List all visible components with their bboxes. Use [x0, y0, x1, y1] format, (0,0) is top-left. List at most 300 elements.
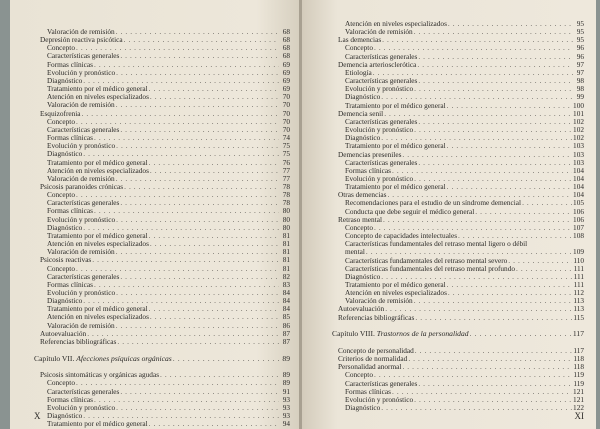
toc-entry-title [47, 232, 148, 240]
toc-subsection-entry [34, 142, 290, 150]
toc-subsection-entry [34, 379, 290, 387]
dot-leader [385, 305, 572, 313]
toc-entry-text: Características generales [345, 379, 418, 388]
toc-entry-text: Referencias bibliográficas [338, 313, 415, 322]
toc-entry-text: Criterios de normalidad [338, 355, 408, 364]
toc-entry-title [345, 20, 447, 28]
toc-entry-title [345, 273, 380, 281]
toc-entry-title [47, 240, 149, 248]
toc-page-number: 117 [572, 330, 584, 339]
toc-entry-text: Concepto [345, 223, 373, 232]
toc-entry-title [47, 265, 75, 273]
section-spacer [34, 346, 290, 355]
toc-entry-title [47, 420, 148, 428]
toc-entry-title [47, 216, 115, 224]
toc-page-number: 98 [576, 85, 584, 94]
toc-entry-text: Características generales [345, 52, 418, 61]
toc-page-number: 97 [576, 60, 584, 69]
dot-leader [392, 167, 572, 175]
toc-subsection-entry [34, 404, 290, 412]
toc-entry-text: Depresión reactiva psicótica [40, 36, 123, 45]
toc-page-number: 95 [576, 20, 584, 28]
toc-subsection-entry [34, 175, 290, 183]
toc-entry-text: Características generales [47, 52, 120, 61]
dot-leader [374, 44, 573, 52]
toc-page-number: 103 [573, 158, 584, 167]
toc-entry-title [40, 338, 116, 346]
dot-leader [116, 28, 279, 36]
toc-entry-title [47, 69, 115, 77]
right-page-number: XI [574, 411, 584, 421]
dot-leader [508, 257, 572, 265]
dot-leader [116, 404, 279, 412]
dot-leader [83, 224, 279, 232]
toc-subsection-entry [332, 273, 584, 281]
dot-leader [116, 289, 279, 297]
toc-entry-title [345, 199, 521, 207]
toc-entry-text: Diagnóstico [47, 76, 83, 85]
dot-leader [414, 175, 572, 183]
toc-subsection-entry [332, 142, 584, 150]
toc-section-entry [332, 305, 584, 313]
dot-leader [402, 363, 572, 371]
toc-subsection-entry [34, 388, 290, 396]
dot-leader [414, 297, 573, 305]
toc-entry-title [345, 208, 474, 216]
dot-leader [150, 313, 279, 321]
toc-entry-title [40, 183, 123, 191]
toc-entry-text: Otras demencias [338, 191, 387, 200]
toc-entry-title [47, 388, 119, 396]
dot-leader [374, 371, 572, 379]
toc-page-number: 121 [573, 387, 584, 396]
toc-entry-text: Retraso mental [338, 215, 382, 224]
toc-entry-text: Personalidad anormal [338, 363, 402, 372]
toc-subsection-entry [332, 232, 584, 240]
toc-entry-text: Evolución y pronóstico [345, 85, 414, 94]
toc-subsection-entry [34, 44, 290, 52]
toc-page-number: 104 [573, 191, 584, 200]
toc-entry-title [338, 305, 384, 313]
dot-leader [83, 297, 279, 305]
dot-leader [366, 248, 572, 256]
toc-page-number: 113 [573, 305, 584, 314]
toc-section-entry [332, 36, 584, 44]
right-toc-column [332, 20, 584, 412]
toc-entry-text: Valoración de remisión [47, 321, 115, 330]
toc-entry-title [47, 396, 93, 404]
toc-entry-text: Evolución y pronóstico [47, 68, 116, 77]
toc-entry-text: Recomendaciones para el estudio de un síndrome demencial [345, 199, 522, 208]
toc-subsection-entry [34, 265, 290, 273]
toc-entry-text: Tratamiento por el médico general [345, 183, 446, 192]
dot-leader [124, 36, 279, 44]
toc-entry-text: Esquizofrenia [40, 109, 81, 118]
toc-subsection-entry [332, 396, 584, 404]
dot-leader [150, 240, 279, 248]
toc-entry-text: Autoevaluación [338, 305, 385, 314]
toc-entry-title [345, 380, 417, 388]
dot-leader [150, 167, 279, 175]
toc-entry-title [47, 248, 115, 256]
toc-subsection-entry [34, 396, 290, 404]
toc-subsection-entry [332, 53, 584, 61]
dot-leader [116, 322, 279, 330]
toc-entry-title [47, 61, 93, 69]
toc-page-number: 75 [282, 142, 290, 151]
toc-entry-title [345, 28, 413, 36]
right-page [302, 0, 596, 429]
toc-subsection-entry [332, 77, 584, 85]
toc-page-number: 106 [573, 207, 584, 216]
dot-leader [94, 61, 279, 69]
dot-leader [374, 224, 572, 232]
dot-leader [149, 305, 279, 313]
toc-page-number: 70 [282, 125, 290, 134]
toc-entry-title [47, 199, 119, 207]
dot-leader [448, 20, 573, 28]
dot-leader [83, 412, 279, 420]
toc-page-number: 81 [282, 256, 290, 265]
toc-entry-title [338, 36, 381, 44]
toc-entry-text: Autoevaluación [40, 329, 87, 338]
toc-entry-title [47, 93, 149, 101]
dot-leader [149, 85, 279, 93]
toc-page-number: 108 [573, 232, 584, 241]
toc-entry-title [338, 191, 386, 199]
toc-entry-title [40, 36, 123, 44]
dot-leader [173, 355, 279, 363]
toc-page-number: 107 [573, 223, 584, 232]
toc-entry-text: Concepto [47, 117, 75, 126]
toc-page-number: 85 [282, 313, 290, 322]
toc-entry-text: Capítulo VII. [34, 354, 77, 363]
toc-entry-text: Valoración de remisión [345, 297, 413, 306]
toc-page-number: 115 [573, 313, 584, 322]
toc-subsection-entry [332, 380, 584, 388]
toc-page-number: 89 [282, 379, 290, 388]
dot-leader [120, 52, 279, 60]
dot-leader [83, 150, 279, 158]
toc-entry-title [338, 363, 401, 371]
toc-entry-title [345, 297, 413, 305]
dot-leader [381, 134, 572, 142]
toc-page-number: 81 [282, 240, 290, 249]
toc-page-number: 68 [282, 28, 290, 36]
toc-subsection-entry [34, 77, 290, 85]
toc-page-number: 68 [282, 52, 290, 61]
toc-entry-title [345, 388, 391, 396]
toc-entry-title [345, 281, 446, 289]
toc-subsection-entry [332, 20, 584, 28]
left-page-number: X [34, 411, 41, 421]
toc-page-number: 77 [282, 166, 290, 175]
toc-subsection-entry [332, 371, 584, 379]
toc-page-number: 101 [573, 109, 584, 118]
toc-entry-text: Demencia senil [338, 109, 384, 118]
toc-entry-title [47, 297, 82, 305]
dot-leader [120, 126, 279, 134]
toc-entry-text: Formas clínicas [345, 166, 392, 175]
toc-page-number: 68 [282, 44, 290, 53]
dot-leader [149, 232, 279, 240]
toc-subsection-entry [34, 93, 290, 101]
toc-entry-title [40, 110, 81, 118]
toc-entry-title [47, 134, 93, 142]
dot-leader [116, 69, 279, 77]
toc-page-number: 100 [573, 101, 584, 110]
toc-entry-title [338, 110, 383, 118]
toc-entry-text: Características generales [47, 199, 120, 208]
toc-entry-text: Capítulo VIII. [332, 330, 377, 339]
dot-leader [458, 232, 572, 240]
dot-leader [414, 126, 572, 134]
toc-page-number: 86 [282, 321, 290, 330]
dot-leader [392, 388, 572, 396]
toc-subsection-entry [332, 183, 584, 191]
dot-leader [414, 85, 573, 93]
toc-page-number: 74 [282, 134, 290, 143]
toc-page-number: 97 [576, 68, 584, 77]
toc-entry-title [47, 404, 115, 412]
toc-page-number: 110 [573, 256, 584, 265]
toc-entry-title [345, 44, 373, 52]
toc-page-number: 81 [282, 231, 290, 240]
toc-entry-text: Tratamiento por el médico general [345, 101, 446, 110]
toc-entry-title [40, 330, 86, 338]
toc-page-number: 81 [282, 264, 290, 273]
dot-leader [120, 199, 279, 207]
dot-leader [475, 208, 572, 216]
toc-page-number: 87 [282, 337, 290, 346]
dot-leader [414, 396, 572, 404]
toc-chapter-heading [34, 355, 290, 363]
toc-entry-title [345, 371, 373, 379]
dot-leader [116, 175, 279, 183]
toc-entry-title [345, 265, 515, 273]
dot-leader [76, 191, 279, 199]
toc-entry-title [47, 126, 119, 134]
dot-leader [150, 93, 279, 101]
section-spacer [332, 338, 584, 347]
toc-page-number: 117 [573, 346, 584, 355]
toc-page-number: 94 [282, 420, 290, 429]
dot-leader [82, 110, 279, 118]
toc-subsection-entry [34, 85, 290, 93]
toc-page-number: 111 [573, 264, 584, 273]
toc-subsection-entry [34, 305, 290, 313]
toc-entry-text: Características generales [345, 77, 418, 86]
toc-entry-text: Concepto [47, 44, 75, 53]
toc-subsection-entry [332, 388, 584, 396]
toc-page-number: 93 [282, 412, 290, 421]
toc-entry-title [345, 159, 417, 167]
toc-entry-title [47, 207, 93, 215]
left-toc-column [34, 28, 290, 428]
toc-section-entry [34, 110, 290, 118]
toc-entry-title [47, 273, 119, 281]
toc-page-number: 70 [282, 117, 290, 126]
toc-subsection-entry [332, 224, 584, 232]
toc-page-number: 93 [282, 395, 290, 404]
dot-leader [87, 330, 279, 338]
dot-leader [116, 216, 279, 224]
toc-page-number: 102 [573, 117, 584, 126]
toc-chapter-heading [332, 330, 584, 338]
toc-page-number: 103 [573, 142, 584, 151]
toc-subsection-entry [332, 118, 584, 126]
dot-leader [384, 110, 572, 118]
toc-entry-text: Demencia arteriosclerótica [338, 60, 417, 69]
toc-page-number: 75 [282, 150, 290, 159]
toc-subsection-entry [34, 101, 290, 109]
toc-page-number: 103 [573, 150, 584, 159]
toc-subsection-entry [34, 134, 290, 142]
dot-leader [83, 77, 279, 85]
toc-entry-text: Evolución y pronóstico [345, 174, 414, 183]
toc-entry-title [47, 159, 148, 167]
toc-entry-text: Atención en niveles especializados [47, 93, 149, 102]
toc-entry-text: Diagnóstico [345, 272, 381, 281]
toc-entry-title [47, 412, 82, 420]
toc-entry-text: Formas clínicas [345, 387, 392, 396]
toc-page-number: 104 [573, 166, 584, 175]
toc-subsection-entry [332, 175, 584, 183]
toc-entry-text: Evolución y pronóstico [47, 403, 116, 412]
dot-leader [149, 420, 279, 428]
toc-entry-text: Concepto de personalidad [338, 346, 414, 355]
dot-leader [116, 101, 279, 109]
toc-subsection-entry [34, 289, 290, 297]
toc-entry-title [47, 142, 115, 150]
toc-entry-title [47, 191, 75, 199]
dot-leader [381, 93, 573, 101]
toc-entry-title [47, 289, 115, 297]
toc-section-entry [332, 61, 584, 69]
toc-subsection-entry [332, 297, 584, 305]
toc-entry-text: Tratamiento por el médico general [47, 231, 148, 240]
toc-entry-text: Psicosis reactivas [40, 256, 92, 265]
toc-entry-text: Diagnóstico [345, 134, 381, 143]
toc-subsection-entry [34, 322, 290, 330]
toc-subsection-entry [332, 265, 584, 273]
toc-entry-title [345, 69, 372, 77]
toc-subsection-entry [34, 199, 290, 207]
toc-entry-title [345, 396, 413, 404]
toc-entry-title [47, 44, 75, 52]
toc-entry-text: Atención en niveles especializados [47, 166, 149, 175]
toc-section-entry [34, 330, 290, 338]
toc-page-number: 89 [282, 354, 290, 363]
toc-entry-title [338, 151, 401, 159]
toc-subsection-entry [34, 273, 290, 281]
toc-section-entry [332, 347, 584, 355]
toc-page-number: 119 [573, 371, 584, 380]
toc-entry-text: Diagnóstico [47, 150, 83, 159]
toc-page-number: 77 [282, 174, 290, 183]
toc-page-number: 84 [282, 305, 290, 314]
toc-entry-title [338, 347, 414, 355]
toc-entry-title [345, 224, 373, 232]
toc-section-entry [332, 314, 584, 322]
toc-subsection-entry [332, 126, 584, 134]
toc-subsection-entry [332, 404, 584, 412]
dot-leader [381, 273, 572, 281]
toc-subsection-entry [332, 281, 584, 289]
toc-entry-text: Diagnóstico [47, 223, 83, 232]
toc-subsection-entry [34, 69, 290, 77]
toc-entry-title [345, 126, 413, 134]
dot-leader [447, 183, 572, 191]
toc-section-entry [34, 371, 290, 379]
toc-subsection-entry [34, 52, 290, 60]
toc-page-number: 80 [282, 223, 290, 232]
toc-entry-text: Formas clínicas [47, 395, 94, 404]
toc-page-number: 82 [282, 272, 290, 281]
toc-entry-title [345, 77, 417, 85]
toc-entry-text: Valoración de remisión [47, 28, 115, 36]
toc-subsection-entry [34, 167, 290, 175]
toc-entry-text: Concepto de capacidades intelectuales [345, 232, 458, 241]
toc-entry-text: Tratamiento por el médico general [345, 281, 446, 289]
toc-subsection-entry [332, 167, 584, 175]
dot-leader [120, 388, 279, 396]
toc-page-number: 106 [573, 215, 584, 224]
dot-leader [160, 371, 279, 379]
toc-entry-text: Tratamiento por el médico general [47, 85, 148, 94]
toc-page-number: 118 [573, 363, 584, 372]
toc-subsection-entry [34, 297, 290, 305]
dot-leader [373, 69, 573, 77]
toc-page-number: 91 [282, 387, 290, 396]
dot-leader [447, 142, 572, 150]
toc-entry-title [47, 28, 115, 36]
toc-section-entry [34, 256, 290, 264]
toc-section-entry [332, 355, 584, 363]
toc-page-number: 68 [282, 36, 290, 45]
toc-entry-text: Concepto [47, 379, 75, 388]
toc-page-number: 104 [573, 174, 584, 183]
toc-entry-title [345, 404, 380, 412]
toc-page-number: 83 [282, 280, 290, 289]
toc-entry-title [47, 77, 82, 85]
toc-entry-text: Evolución y pronóstico [47, 289, 116, 297]
toc-section-entry [34, 36, 290, 44]
dot-leader [92, 256, 279, 264]
toc-entry-text: Características generales [47, 272, 120, 281]
dot-leader [415, 314, 572, 322]
dot-leader [418, 159, 572, 167]
dot-leader [516, 265, 573, 273]
toc-entry-text: Psicosis sintomáticas y orgánicas agudas [40, 371, 160, 380]
toc-entry-text: mental [345, 248, 365, 257]
toc-entry-title [345, 289, 447, 297]
toc-entry-title [47, 101, 115, 109]
toc-subsection-entry [332, 44, 584, 52]
toc-subsection-entry [34, 207, 290, 215]
toc-subsection-entry [34, 281, 290, 289]
chapter-title: Trastornos de la personalidad [376, 330, 469, 339]
toc-entry-text: Tratamiento por el médico general [47, 420, 148, 429]
toc-entry-title [345, 232, 457, 240]
toc-entry-title [345, 142, 446, 150]
toc-entry-title [345, 134, 380, 142]
toc-page-number: 99 [576, 93, 584, 102]
toc-entry-text: Formas clínicas [47, 134, 94, 143]
toc-subsection-entry [332, 257, 584, 265]
toc-entry-text: Valoración de remisión [47, 174, 115, 183]
toc-page-number: 89 [282, 371, 290, 380]
